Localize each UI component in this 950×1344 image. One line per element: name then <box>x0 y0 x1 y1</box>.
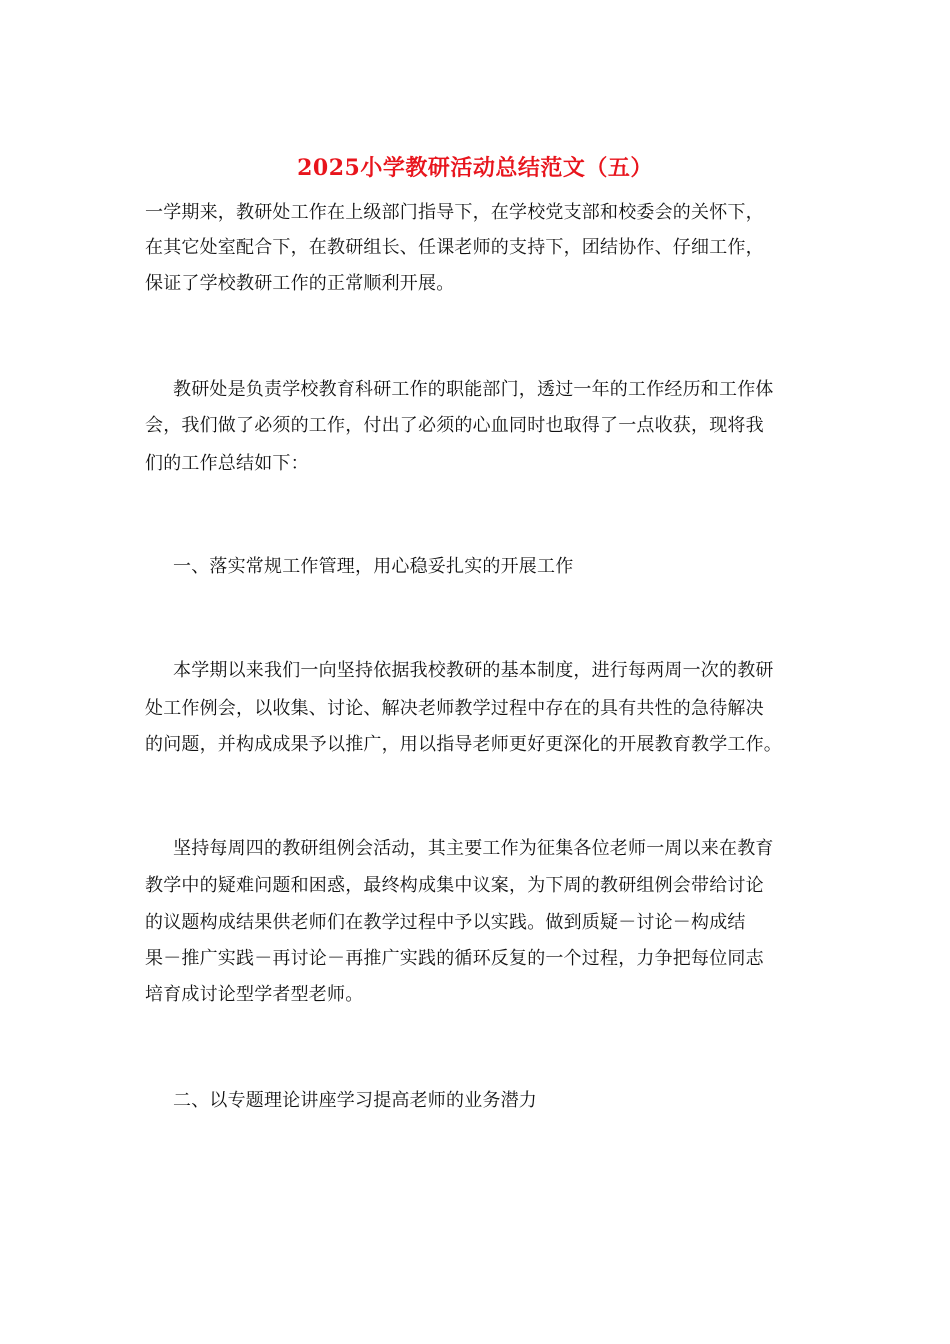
document-title: 2025小学教研活动总结范文（五） <box>297 155 653 181</box>
paragraph-4-line-1: 坚持每周四的教研组例会活动，其主要工作为征集各位老师一周以来在教育 <box>173 838 774 859</box>
paragraph-2-line-3: 们的工作总结如下： <box>145 453 309 474</box>
section-heading-2: 二、以专题理论讲座学习提高老师的业务潜力 <box>173 1090 537 1111</box>
section-heading-1: 一、落实常规工作管理，用心稳妥扎实的开展工作 <box>173 556 574 577</box>
paragraph-1-line-1: 一学期来，教研处工作在上级部门指导下，在学校党支部和校委会的关怀下， <box>145 202 764 223</box>
paragraph-4-line-5: 培育成讨论型学者型老师。 <box>145 984 364 1005</box>
paragraph-4-line-3: 的议题构成结果供老师们在教学过程中予以实践。做到质疑－讨论－构成结 <box>145 912 746 933</box>
paragraph-1-line-3: 保证了学校教研工作的正常顺利开展。 <box>145 273 455 294</box>
paragraph-4-line-4: 果－推广实践－再讨论－再推广实践的循环反复的一个过程，力争把每位同志 <box>145 948 764 969</box>
paragraph-4-line-2: 教学中的疑难问题和困惑，最终构成集中议案，为下周的教研组例会带给讨论 <box>145 875 764 896</box>
paragraph-2-line-1: 教研处是负责学校教育科研工作的职能部门，透过一年的工作经历和工作体 <box>173 379 774 400</box>
paragraph-3-line-2: 处工作例会，以收集、讨论、解决老师教学过程中存在的具有共性的急待解决 <box>145 698 764 719</box>
paragraph-1-line-2: 在其它处室配合下，在教研组长、任课老师的支持下，团结协作、仔细工作， <box>145 237 764 258</box>
paragraph-3-line-1: 本学期以来我们一向坚持依据我校教研的基本制度，进行每两周一次的教研 <box>173 660 774 681</box>
paragraph-3-line-3: 的问题，并构成成果予以推广，用以指导老师更好更深化的开展教育教学工作。 <box>145 734 782 755</box>
paragraph-2-line-2: 会，我们做了必须的工作，付出了必须的心血同时也取得了一点收获，现将我 <box>145 415 764 436</box>
